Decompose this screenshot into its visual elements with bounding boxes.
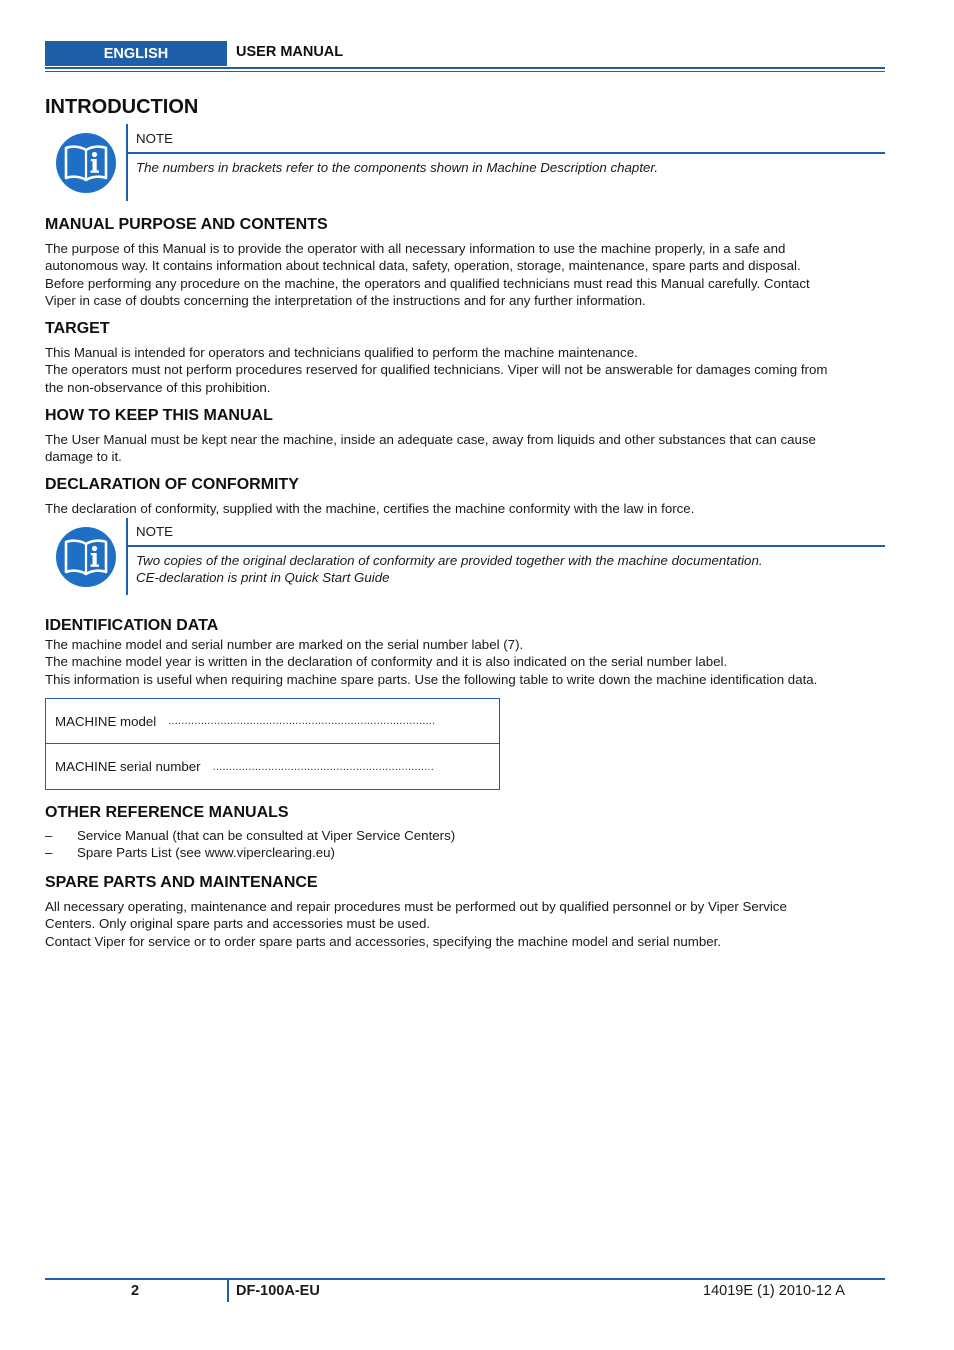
list-item-text: Spare Parts List (see www.viperclearing.eu) bbox=[77, 845, 335, 860]
document-type: USER MANUAL bbox=[236, 44, 344, 60]
book-info-icon bbox=[56, 133, 116, 193]
note-rule bbox=[128, 545, 885, 547]
keep-text bbox=[45, 431, 905, 466]
text-line: The purpose of this Manual is to provide the operator with all necessary information to use the machine properly, in a safe and bbox=[45, 241, 786, 256]
machine-model-row bbox=[46, 699, 499, 744]
spare-parts-text bbox=[45, 898, 905, 950]
text-line: All necessary operating, maintenance and repair procedures must be performed out by qualified personnel or by Viper Service bbox=[45, 899, 787, 914]
header-rule bbox=[45, 67, 885, 69]
header-rule-thin bbox=[45, 71, 885, 72]
footer-rule bbox=[45, 1278, 885, 1280]
section-title-identification: IDENTIFICATION DATA bbox=[45, 617, 219, 634]
language-tab: ENGLISH bbox=[45, 41, 227, 66]
note-label: NOTE bbox=[136, 131, 173, 146]
machine-serial-label: MACHINE serial number bbox=[55, 759, 201, 774]
note-line: The numbers in brackets refer to the components shown in Machine Description chapter. bbox=[136, 160, 659, 175]
note-text bbox=[136, 553, 876, 586]
note-bar bbox=[126, 518, 128, 595]
note-line: CE-declaration is print in Quick Start Guide bbox=[136, 569, 390, 585]
section-title-keep: HOW TO KEEP THIS MANUAL bbox=[45, 407, 273, 424]
text-line: The operators must not perform procedures reserved for qualified technicians. Viper will not be answerable for damages coming from bbox=[45, 362, 828, 378]
section-title-spare-parts: SPARE PARTS AND MAINTENANCE bbox=[45, 874, 318, 891]
page-title: INTRODUCTION bbox=[45, 96, 199, 118]
text-line: Viper in case of doubts concerning the interpretation of the instructions and for any further information. bbox=[45, 293, 646, 309]
document-code: 14019E (1) 2010-12 A bbox=[703, 1283, 845, 1299]
list-dash: – bbox=[45, 845, 53, 860]
identification-table bbox=[45, 698, 500, 790]
list-item-text: Service Manual (that can be consulted at Viper Service Centers) bbox=[77, 828, 456, 843]
text-line: autonomous way. It contains information about technical data, safety, operation, storage, maintenance, spare parts and disposal. bbox=[45, 258, 801, 274]
text-line: The machine model year is written in the declaration of conformity and it is also indicated on the serial number label. bbox=[45, 654, 728, 670]
machine-serial-row bbox=[46, 744, 499, 789]
footer-separator bbox=[227, 1280, 229, 1302]
text-line: Before performing any procedure on the machine, the operators and qualified technicians must read this Manual carefully. Contact bbox=[45, 275, 810, 291]
text-line: This Manual is intended for operators and technicians qualified to perform the machine maintenance. bbox=[45, 345, 638, 360]
text-line: the non-observance of this prohibition. bbox=[45, 379, 271, 395]
machine-model-field[interactable]: .................................................................................. bbox=[168, 715, 436, 727]
note-bar bbox=[126, 124, 128, 201]
note-text bbox=[136, 160, 876, 177]
section-title-other-manuals: OTHER REFERENCE MANUALS bbox=[45, 804, 289, 821]
book-info-icon bbox=[56, 527, 116, 587]
note-line: Two copies of the original declaration of conformity are provided together with the machine documentation. bbox=[136, 553, 763, 568]
list-dash: – bbox=[45, 828, 53, 843]
machine-serial-field[interactable]: .................................................................... bbox=[212, 760, 434, 773]
identification-text bbox=[45, 636, 905, 688]
page-number: 2 bbox=[131, 1283, 140, 1299]
section-title-purpose: MANUAL PURPOSE AND CONTENTS bbox=[45, 216, 328, 233]
section-title-target: TARGET bbox=[45, 320, 110, 337]
purpose-text bbox=[45, 240, 905, 310]
text-line: The machine model and serial number are marked on the serial number label (7). bbox=[45, 637, 524, 652]
target-text bbox=[45, 344, 905, 396]
text-line: Contact Viper for service or to order spare parts and accessories, specifying the machine model and serial number. bbox=[45, 933, 722, 949]
text-line: This information is useful when requiring machine spare parts. Use the following table to write down the machine identification data. bbox=[45, 671, 818, 687]
note-rule bbox=[128, 152, 885, 154]
machine-model-code: DF-100A-EU bbox=[236, 1283, 320, 1299]
text-line: The declaration of conformity, supplied with the machine, certifies the machine conformity with the law in force. bbox=[45, 501, 695, 516]
text-line: Centers. Only original spare parts and accessories must be used. bbox=[45, 916, 431, 932]
section-title-conformity: DECLARATION OF CONFORMITY bbox=[45, 476, 299, 493]
note-label: NOTE bbox=[136, 524, 173, 539]
machine-model-label: MACHINE model bbox=[55, 713, 157, 729]
conformity-text bbox=[45, 500, 905, 517]
text-line: The User Manual must be kept near the machine, inside an adequate case, away from liquids and other substances that can cause bbox=[45, 432, 816, 447]
text-line: damage to it. bbox=[45, 449, 122, 465]
